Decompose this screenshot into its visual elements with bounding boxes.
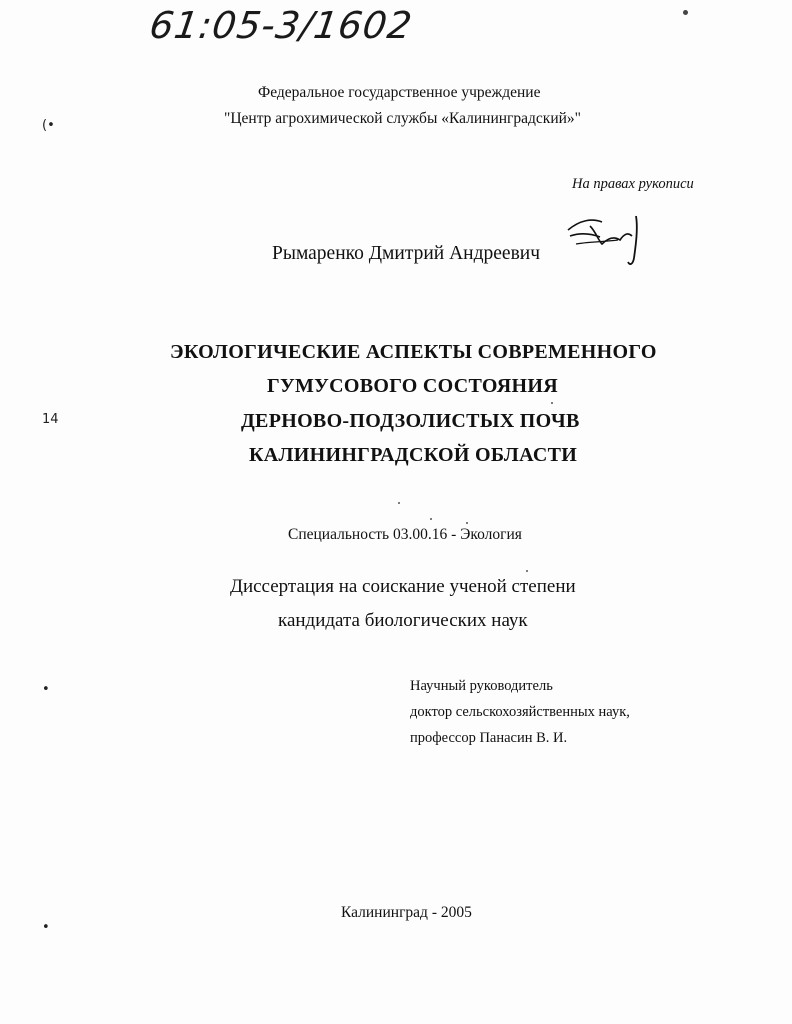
dissertation-line-1: Диссертация на соискание ученой степени <box>230 576 576 597</box>
scan-speck <box>466 522 468 524</box>
margin-mark: • <box>42 920 50 935</box>
institution-line-2: "Центр агрохимической службы «Калининградский»" <box>224 110 581 127</box>
supervisor-role: Научный руководитель <box>410 678 553 694</box>
title-line-2: ГУМУСОВОГО СОСТОЯНИЯ <box>267 375 558 397</box>
margin-mark: • <box>42 682 50 697</box>
title-line-3: ДЕРНОВО-ПОДЗОЛИСТЫХ ПОЧВ <box>241 410 580 432</box>
signature-image <box>562 210 652 270</box>
title-line-4: КАЛИНИНГРАДСКОЙ ОБЛАСТИ <box>249 444 578 466</box>
manuscript-rights-note: На правах рукописи <box>572 176 694 192</box>
institution-line-1: Федеральное государственное учреждение <box>258 84 541 101</box>
supervisor-degree: доктор сельскохозяйственных наук, <box>410 704 630 720</box>
scan-speck <box>398 502 400 504</box>
scan-speck <box>430 518 432 520</box>
specialty-line: Специальность 03.00.16 - Экология <box>288 526 522 543</box>
margin-mark: (• <box>42 118 55 133</box>
scan-speck <box>551 402 553 404</box>
supervisor-name: профессор Панасин В. И. <box>410 730 568 746</box>
title-line-1: ЭКОЛОГИЧЕСКИЕ АСПЕКТЫ СОВРЕМЕННОГО <box>170 341 657 363</box>
scan-speck <box>526 570 528 572</box>
city-year: Калининград - 2005 <box>341 904 472 921</box>
archive-number-handwritten: 61:05-3/1602 <box>146 4 416 47</box>
ink-dot <box>683 10 688 15</box>
margin-mark: 14 <box>42 412 59 427</box>
dissertation-line-2: кандидата биологических наук <box>278 610 528 631</box>
author-name: Рымаренко Дмитрий Андреевич <box>272 243 541 264</box>
